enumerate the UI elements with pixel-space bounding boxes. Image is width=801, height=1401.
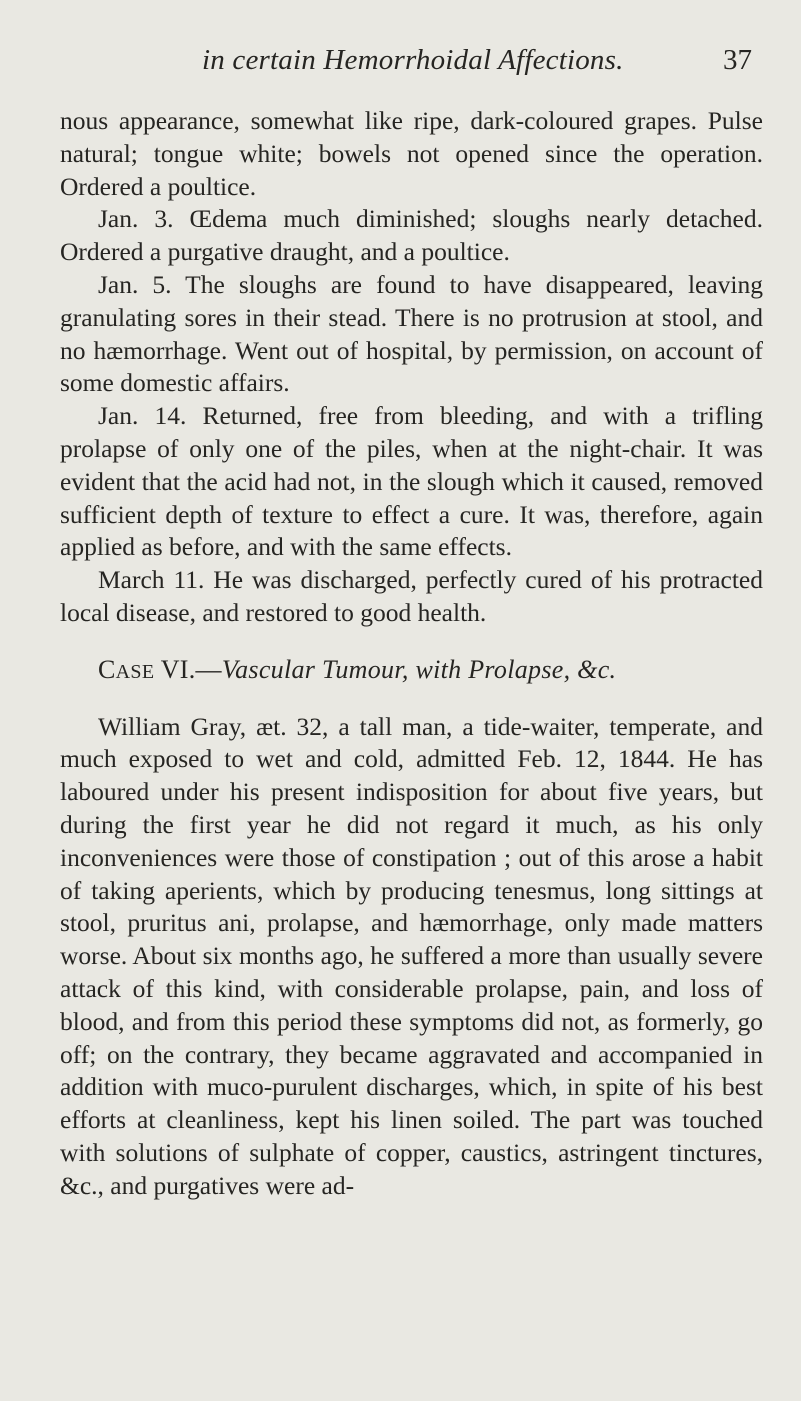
paragraph: nous appearance, somewhat like ripe, dark-coloured grapes. Pulse natural; tongue white; bowels not opened since the operation. Ordered a poultice. [60,106,763,201]
paragraph: March 11. He was discharged, perfectly cured of his protracted local disease, and restored to good health. [60,565,763,627]
case-heading [98,654,763,689]
case-label-initial: C [98,654,116,684]
running-head [60,44,760,88]
paragraph: Jan. 5. The sloughs are found to have disappeared, leaving granulating sores in their stead. There is no protrusion at stool, and no hæmorrhage. Went out of hospital, by permission, on account of some domestic affairs. [60,269,763,398]
case-label-rest: ASE [115,660,155,683]
paragraph: William Gray, æt. 32, a tall man, a tide-waiter, temperate, and much exposed to wet and cold, admitted Feb. 12, 1844. He has laboured under his present indisposition for about five years, but during the first year he did not regard it much, as his only inconveniences were those of constipation ; out of this arose a habit of taking aperients, which by producing tenesmus, long sittings at stool, pruritus ani, prolapse, and hæmorrhage, only made matters worse. About six months ago, he suffered a more than usually severe attack of this kind, with considerable prolapse, pain, and loss of blood, and from this period these symptoms did not, as formerly, go off; on the contrary, they became aggravated and accompanied in addition with muco-purulent discharges, which, in spite of his best efforts at cleanliness, kept his linen soiled. The part was touched with solutions of sulphate of copper, caustics, astringent tinctures, &c., and purgatives were ad- [60,711,763,1200]
paragraph: Jan. 3. Œdema much diminished; sloughs nearly detached. Ordered a purgative draught, and a poultice. [60,204,763,267]
body-text [60,105,763,1203]
running-title: in certain Hemorrhoidal Affections. [202,44,624,76]
paragraph: Jan. 14. Returned, free from bleeding, and with a trifling prolapse of only one of the piles, when at the night-chair. It was evident that the acid had not, in the slough which it caused, removed sufficient depth of texture to effect a cure. It was, therefore, again applied as before, and with the same effects. [60,401,763,562]
page-number: 37 [723,44,752,76]
case-title: Vascular Tumour, with Prolapse, &c. [221,654,617,684]
case-number: VI.— [160,654,222,684]
